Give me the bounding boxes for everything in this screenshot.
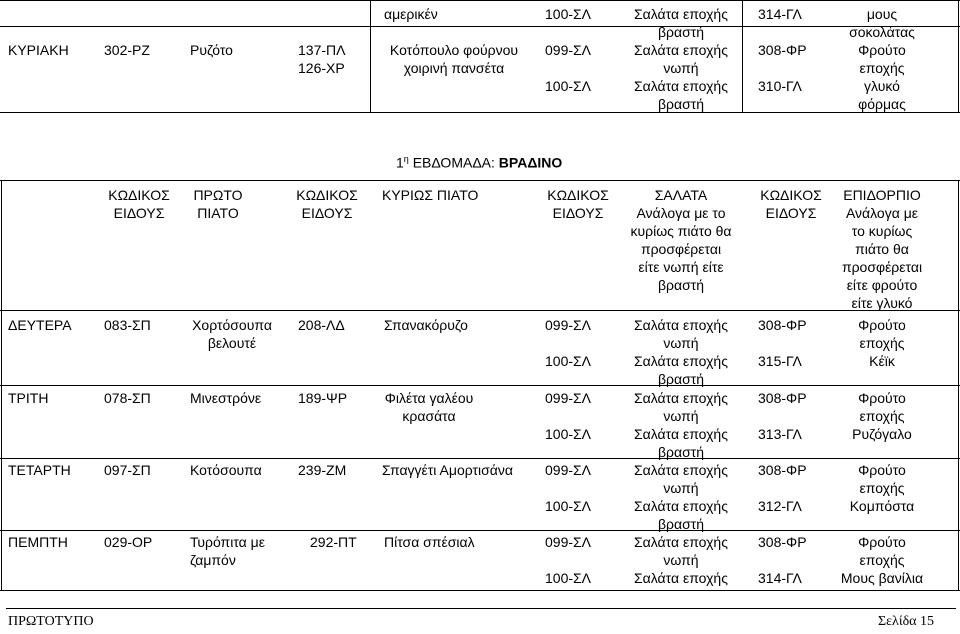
header-code1: ΚΩΔΙΚΟΣ [108,187,170,203]
salad-line: νωπή [663,480,699,496]
first-dish: ζαμπόν [190,552,236,568]
grid-line [958,0,959,112]
header-first: ΠΡΩΤΟ [193,187,243,203]
sunday-salad-line: Σαλάτα εποχής [634,78,728,94]
dessert-code: 308-ΦΡ [758,317,807,333]
sunday-main-dish: χοιρινή πανσέτα [403,60,505,76]
header-dessert-note: Ανάλογα με [845,205,919,221]
sunday-salad-code: 100-ΣΛ [545,78,592,94]
salad-line: Σαλάτα εποχής [634,462,728,478]
header-code3: ΚΩΔΙΚΟΣ [547,187,609,203]
header-code4: ΕΙΔΟΥΣ [765,205,817,221]
header-code3: ΕΙΔΟΥΣ [552,205,604,221]
prev-dessert-code: 314-ΓΛ [758,6,802,22]
grid-line [0,180,960,181]
sunday-dessert-line: Φρούτο [858,42,906,58]
salad-line: βραστή [657,516,705,532]
main-dish: κρασάτα [402,408,456,424]
grid-line [1,180,2,590]
header-salad-note: προσφέρεται [640,241,722,257]
sunday-salad-line: Σαλάτα εποχής [634,42,728,58]
header-dessert-note: το κυρίως [851,223,913,239]
grid-line [0,530,960,531]
main-code: 189-ΨΡ [298,390,348,406]
day-label: ΤΡΙΤΗ [8,390,49,406]
salad-line: Σαλάτα εποχής [634,534,728,550]
first-code: 029-ΟΡ [104,534,153,550]
week-title [396,150,562,172]
header-code4: ΚΩΔΙΚΟΣ [760,187,822,203]
salad-line: Σαλάτα εποχής [634,390,728,406]
grid-line [0,590,960,591]
sunday-first-dish: Ρυζότο [190,42,233,58]
salad-code: 100-ΣΛ [545,498,592,514]
main-code: 239-ΖΜ [298,462,347,478]
salad-code: 099-ΣΛ [545,534,592,550]
first-dish: Χορτόσουπα [192,317,272,333]
dessert-line: Μους βανίλια [840,570,924,586]
prev-salad-line: Σαλάτα εποχής [634,6,728,22]
sunday-salad-code: 099-ΣΛ [545,42,592,58]
salad-line: Σαλάτα εποχής [634,353,728,369]
prev-salad-line: βραστή [657,24,705,40]
first-code: 083-ΣΠ [104,317,151,333]
salad-code: 100-ΣΛ [545,426,592,442]
page-number: Σελίδα 15 [878,614,935,629]
header-dessert: ΕΠΙΔΟΡΠΙΟ [843,187,921,203]
header-dessert-note: πιάτο θα [855,241,909,257]
salad-line: νωπή [663,408,699,424]
dessert-code: 314-ΓΛ [758,570,802,586]
salad-code: 099-ΣΛ [545,317,592,333]
main-dish: Σπαγγέτι Αμορτισάνα [382,462,513,478]
first-dish: Κοτόσουπα [190,462,262,478]
prev-dessert-line: μους [866,6,898,22]
day-label: ΤΕΤΑΡΤΗ [8,462,71,478]
salad-line: βραστή [657,371,705,387]
dessert-line: Κομπόστα [849,498,915,514]
sunday-dessert-code: 310-ΓΛ [758,78,802,94]
dessert-line: Φρούτο [858,317,906,333]
dessert-line: Φρούτο [858,534,906,550]
salad-line: Σαλάτα εποχής [634,570,728,586]
dessert-line: εποχής [859,335,905,351]
day-label: ΠΕΜΠΤΗ [8,534,68,550]
day-label: ΔΕΥΤΕΡΑ [8,317,72,333]
sunday-day: ΚΥΡΙΑΚΗ [8,42,69,58]
header-dessert-note: προσφέρεται [841,259,923,275]
header-code2: ΚΩΔΙΚΟΣ [296,187,358,203]
header-main: ΚΥΡΙΩΣ ΠΙΑΤΟ [382,187,479,203]
header-code1: ΕΙΔΟΥΣ [113,205,165,221]
header-salad-note: κυρίως πιάτο θα [630,223,732,239]
first-code: 078-ΣΠ [104,390,151,406]
grid-line [0,26,960,27]
dessert-code: 308-ΦΡ [758,462,807,478]
dessert-code: 308-ΦΡ [758,534,807,550]
main-dish: Πίτσα σπέσιαλ [384,534,475,550]
main-dish: Φιλέτα γαλέου [384,390,474,406]
sunday-dessert-line: εποχής [859,60,905,76]
header-salad-note: βραστή [657,277,705,293]
week-ordinal: η [403,154,409,164]
salad-line: Σαλάτα εποχής [634,498,728,514]
salad-code: 099-ΣΛ [545,390,592,406]
footer-left: ΠΡΩΤΟΤΥΠΟ [8,614,94,629]
grid-line [370,0,371,112]
header-dessert-note: είτε γλυκό [851,295,913,311]
main-dish: Σπανακόρυζο [384,317,468,333]
sunday-salad-line: βραστή [657,96,705,112]
salad-line: νωπή [663,335,699,351]
dessert-line: Φρούτο [858,390,906,406]
sunday-salad-line: νωπή [663,60,699,76]
grid-line [958,180,959,590]
first-dish: βελουτέ [207,335,257,351]
header-code2: ΕΙΔΟΥΣ [301,205,353,221]
first-dish: Τυρόπιτα με [190,534,265,550]
salad-line: Σαλάτα εποχής [634,317,728,333]
salad-line: νωπή [663,552,699,568]
header-first: ΠΙΑΤΟ [197,205,239,221]
dessert-line: εποχής [859,480,905,496]
dessert-code: 313-ΓΛ [758,426,802,442]
dessert-code: 308-ΦΡ [758,390,807,406]
meal-label: ΒΡΑΔΙΝΟ [498,154,563,171]
grid-line [0,310,960,311]
grid-line [0,112,960,113]
footer-rule [6,608,956,609]
salad-line: βραστή [657,444,705,460]
salad-code: 100-ΣΛ [545,353,592,369]
first-dish: Μινεστρόνε [190,390,262,406]
main-code: 208-ΛΔ [298,317,345,333]
dessert-line: Φρούτο [858,462,906,478]
dessert-code: 312-ΓΛ [758,498,802,514]
grid-line [0,458,960,459]
prev-salad-code: 100-ΣΛ [545,6,592,22]
header-salad: ΣΑΛΑΤΑ [654,187,708,203]
sunday-first-code: 302-ΡΖ [104,42,150,58]
salad-code: 100-ΣΛ [545,570,592,586]
prev-main-dish: αμερικέν [384,6,438,22]
main-code: 292-ΠΤ [310,534,357,550]
grid-line [0,385,960,386]
week-number: 1 [396,154,404,171]
dessert-line: εποχής [859,408,905,424]
sunday-main-code: 126-ΧΡ [298,60,345,76]
sunday-main-code: 137-ΠΛ [298,42,346,58]
week-label: ΕΒΔΟΜΑΔΑ: [412,154,499,171]
sunday-main-dish: Κοτόπουλο φούρνου [389,42,519,58]
prev-dessert-line: σοκολάτας [849,24,915,40]
first-code: 097-ΣΠ [104,462,151,478]
header-salad-note: Ανάλογα με το [636,205,726,221]
sunday-dessert-code: 308-ΦΡ [758,42,807,58]
header-salad-note: είτε νωπή είτε [638,259,724,275]
sunday-dessert-line: φόρμας [858,96,906,112]
salad-code: 099-ΣΛ [545,462,592,478]
dessert-line: Κέϊκ [869,353,895,369]
salad-line: Σαλάτα εποχής [634,426,728,442]
dessert-line: Ρυζόγαλο [852,426,912,442]
dessert-code: 315-ΓΛ [758,353,802,369]
dessert-line: εποχής [859,552,905,568]
header-dessert-note: είτε φρούτο [846,277,918,293]
sunday-dessert-line: γλυκό [864,78,900,94]
grid-line [0,0,960,1]
